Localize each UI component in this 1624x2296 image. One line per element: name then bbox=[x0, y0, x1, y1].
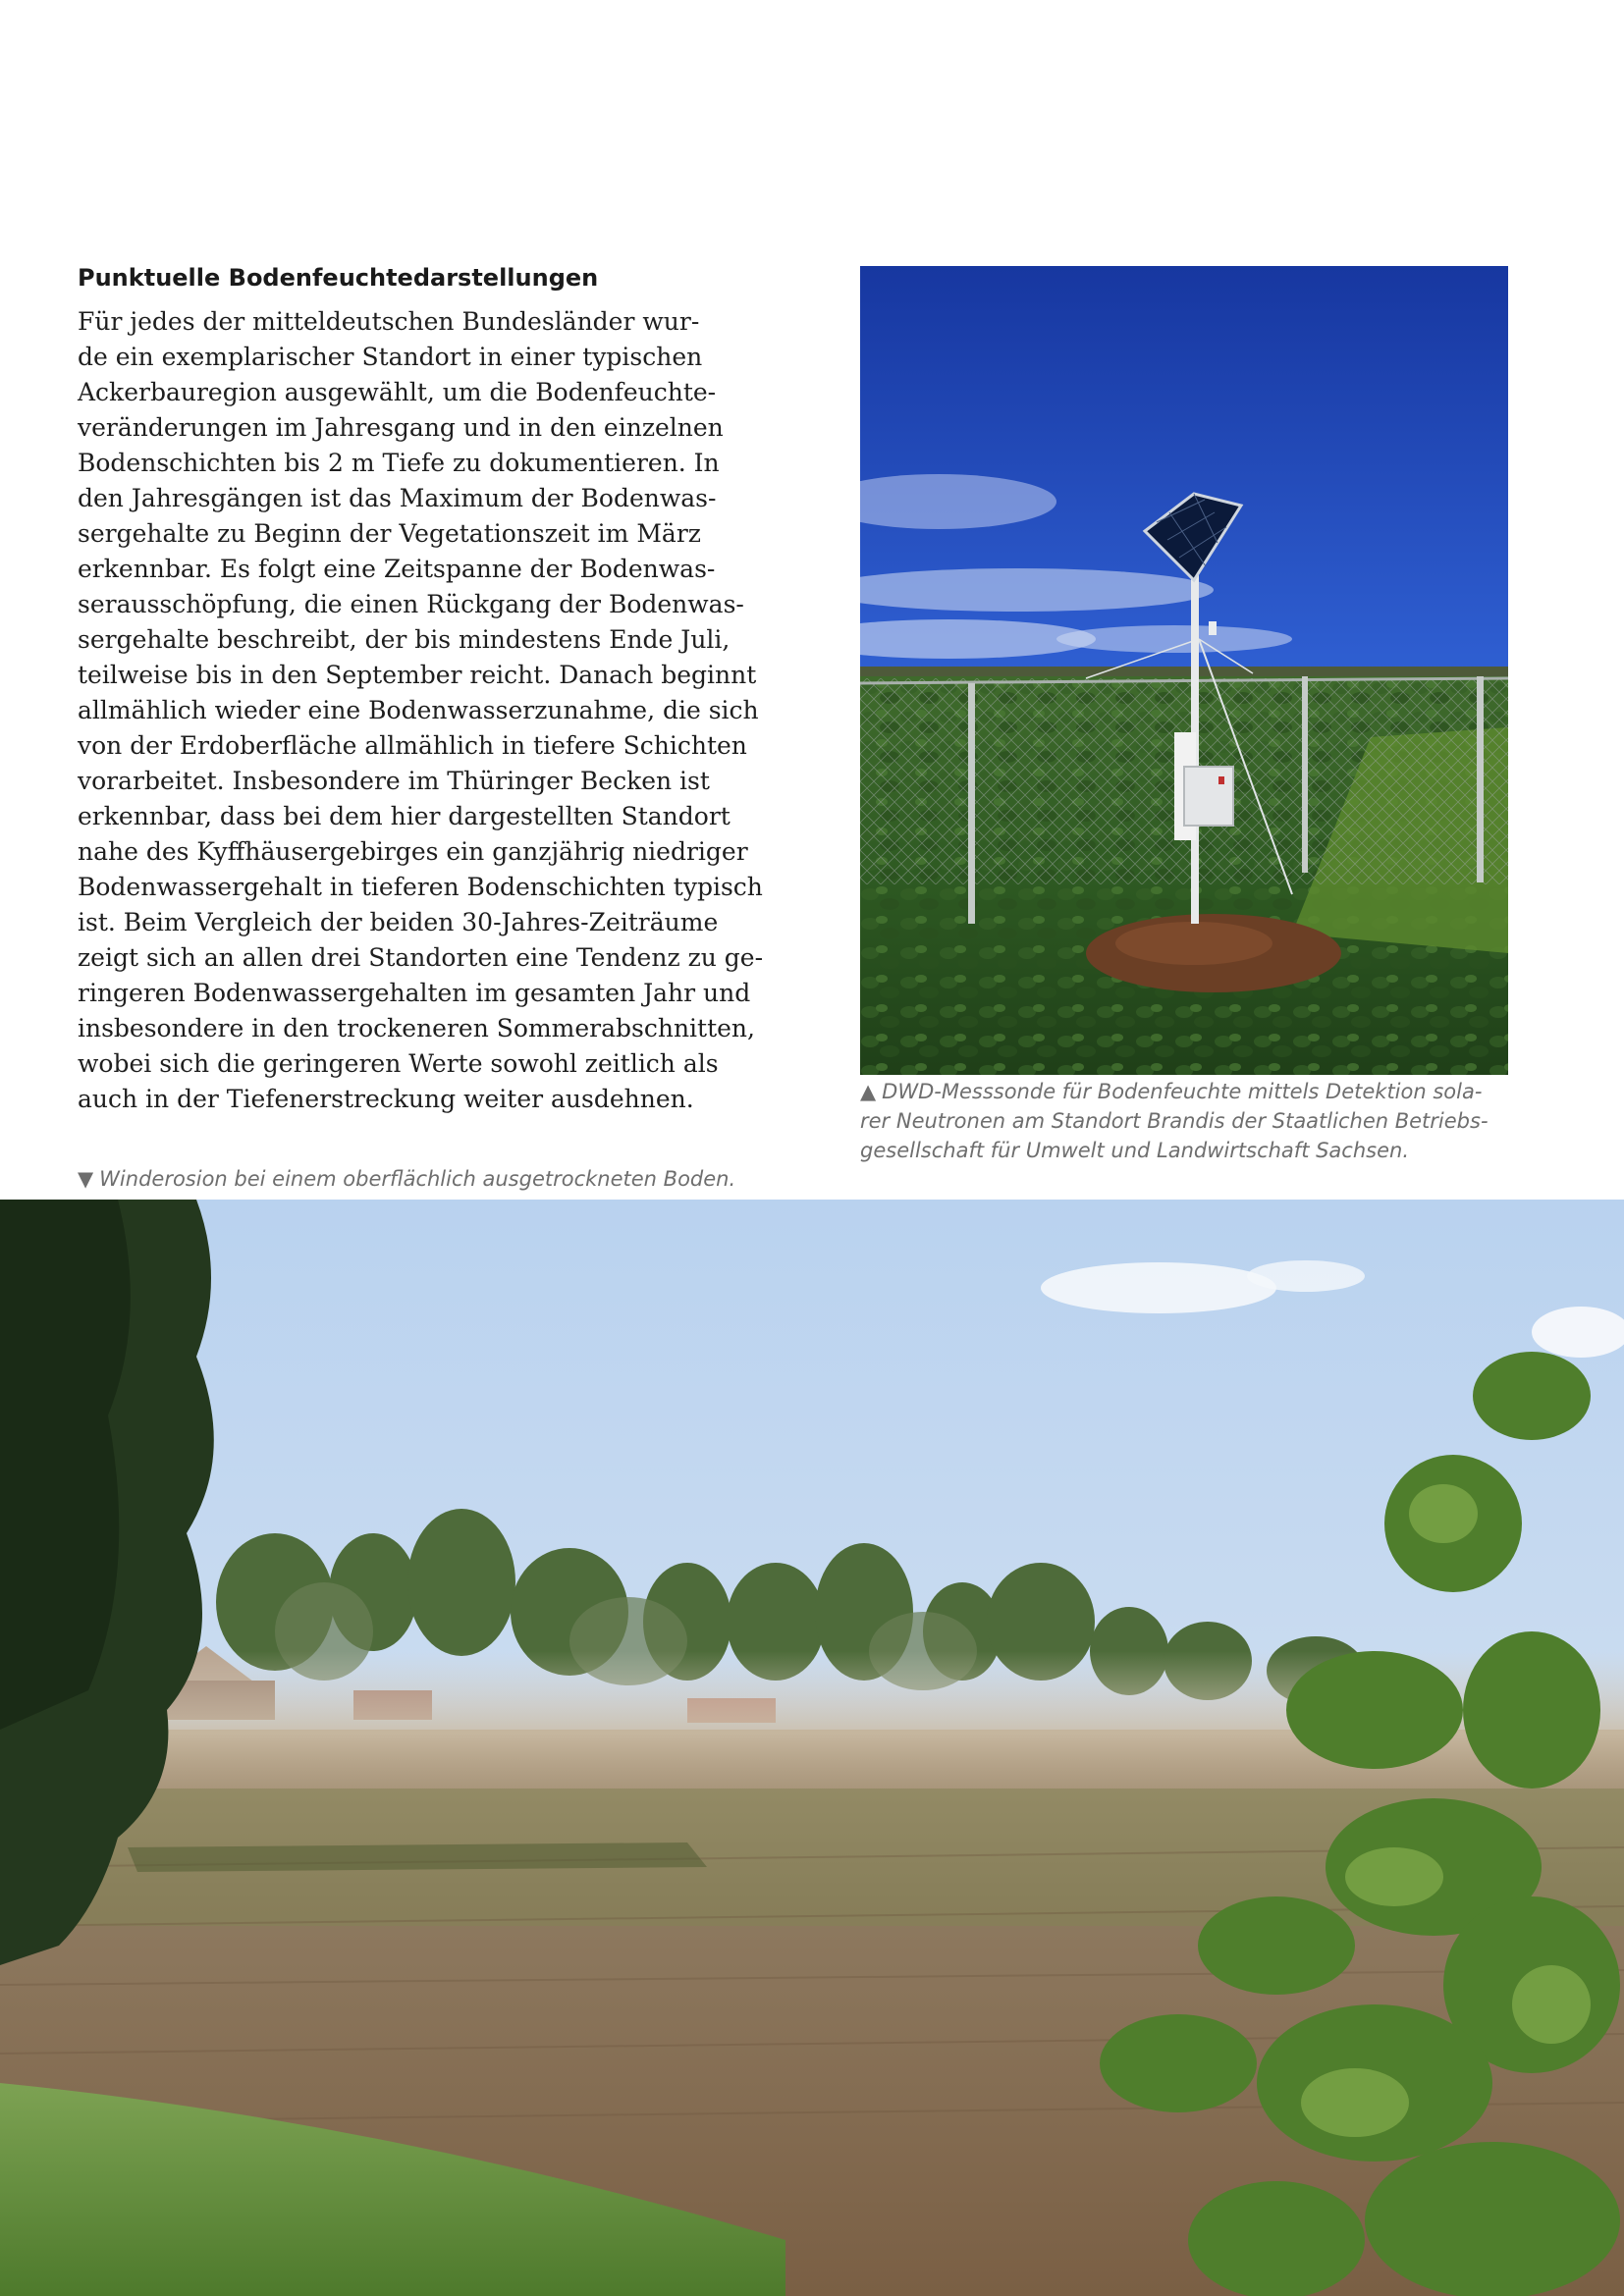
body-line: veränderungen im Jahresgang und in den einzelnen bbox=[78, 413, 724, 442]
body-line: erkennbar, dass bei dem hier dargestellten Standort bbox=[78, 802, 731, 830]
sensor-photo-caption bbox=[860, 1077, 1528, 1165]
body-line: Für jedes der mitteldeutschen Bundesländer wur- bbox=[78, 307, 700, 336]
body-line: den Jahresgängen ist das Maximum der Bodenwas- bbox=[78, 484, 717, 512]
caption-text: DWD-Messsonde für Bodenfeuchte mittels Detektion sola- bbox=[882, 1080, 1483, 1103]
body-line: Ackerbauregion ausgewählt, um die Bodenfeuchte- bbox=[78, 378, 717, 406]
body-line: teilweise bis in den September reicht. Danach beginnt bbox=[78, 661, 757, 689]
body-line: allmählich wieder eine Bodenwasserzunahme, die sich bbox=[78, 696, 759, 724]
body-line: zeigt sich an allen drei Standorten eine Tendenz zu ge- bbox=[78, 943, 764, 972]
body-line: von der Erdoberfläche allmählich in tiefere Schichten bbox=[78, 731, 747, 760]
caption-line: gesellschaft für Umwelt und Landwirtschaft Sachsen. bbox=[860, 1139, 1410, 1162]
body-line: vorarbeitet. Insbesondere im Thüringer Becken ist bbox=[78, 767, 710, 795]
body-line: nahe des Kyffhäusergebirges ein ganzjährig niedriger bbox=[78, 837, 748, 866]
body-line: erkennbar. Es folgt eine Zeitspanne der Bodenwas- bbox=[78, 555, 716, 583]
body-line: wobei sich die geringeren Werte sowohl zeitlich als bbox=[78, 1049, 719, 1078]
body-line: insbesondere in den trockeneren Sommerabschnitten, bbox=[78, 1014, 755, 1042]
caption-line bbox=[860, 1077, 1528, 1106]
body-paragraph bbox=[78, 304, 765, 1117]
section-heading: Punktuelle Bodenfeuchtedarstellungen bbox=[78, 264, 599, 292]
field-photo bbox=[0, 1200, 1624, 2296]
triangle-up-icon: ▲ bbox=[860, 1080, 877, 1103]
caption-text: Winderosion bei einem oberflächlich ausgetrockneten Boden. bbox=[99, 1167, 736, 1191]
body-line: serausschöpfung, die einen Rückgang der Bodenwas- bbox=[78, 590, 744, 618]
field-photo-caption bbox=[78, 1165, 824, 1193]
body-line: auch in der Tiefenerstreckung weiter ausdehnen. bbox=[78, 1085, 694, 1113]
body-line: Bodenschichten bis 2 m Tiefe zu dokumentieren. In bbox=[78, 449, 720, 477]
body-line: ist. Beim Vergleich der beiden 30-Jahres-Zeiträume bbox=[78, 908, 719, 936]
body-line: ringeren Bodenwassergehalten im gesamten Jahr und bbox=[78, 979, 751, 1007]
triangle-down-icon: ▼ bbox=[78, 1167, 94, 1191]
body-line: de ein exemplarischer Standort in einer typischen bbox=[78, 343, 703, 371]
sensor-photo bbox=[860, 266, 1508, 1075]
caption-line: rer Neutronen am Standort Brandis der Staatlichen Betriebs- bbox=[860, 1109, 1489, 1133]
body-line: sergehalte beschreibt, der bis mindestens Ende Juli, bbox=[78, 625, 731, 654]
body-line: sergehalte zu Beginn der Vegetationszeit im März bbox=[78, 519, 701, 548]
body-line: Bodenwassergehalt in tieferen Bodenschichten typisch bbox=[78, 873, 763, 901]
